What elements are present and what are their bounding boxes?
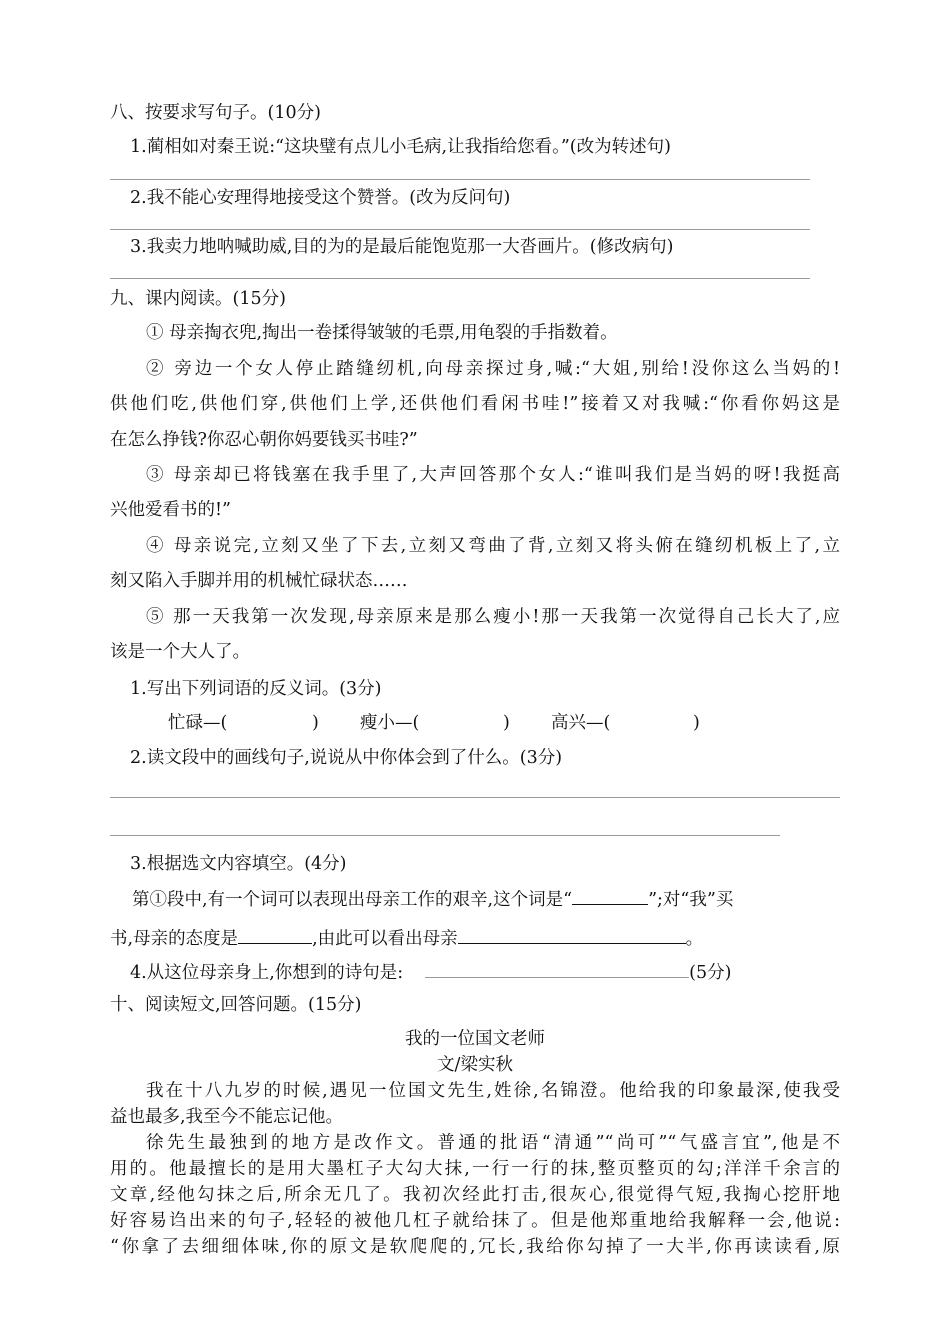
s8-question-2: 2.我不能心安理得地接受这个赞誉。(改为反问句) <box>130 188 511 208</box>
s9-question-3: 3.根据选文内容填空。(4分) <box>130 854 347 874</box>
passage-paragraph-3-line-2: 兴他爱看书的!” <box>110 500 231 520</box>
passage-paragraph-3-line-1: ③ 母亲却已将钱塞在我手里了,大声回答那个女人:“谁叫我们是当妈的呀!我挺高 <box>146 465 840 485</box>
antonym-1-open: 忙碌—( <box>168 713 228 733</box>
article-line: 益也最多,我至今不能忘记他。 <box>110 1107 344 1127</box>
fill-in-text: ,由此可以看出母亲 <box>312 929 458 949</box>
answer-line[interactable] <box>110 835 780 836</box>
fill-in-line-1 <box>132 886 733 912</box>
fill-in-text: ”;对“我”买 <box>648 890 734 910</box>
section-10-heading: 十、阅读短文,回答问题。(15分) <box>110 995 362 1015</box>
passage-paragraph-4-line-1: ④ 母亲说完,立刻又坐了下去,立刻又弯曲了背,立刻又将头俯在缝纫机板上了,立 <box>146 536 840 556</box>
passage-paragraph-2-line-1: ② 旁边一个女人停止踏缝纫机,向母亲探过身,喊:“大姐,别给!没你这么当妈的! <box>146 359 840 379</box>
antonym-3-open: 高兴—( <box>551 713 611 733</box>
article-line: “你拿了去细细体味,你的原文是软爬爬的,冗长,我给你勾掉了一大半,你再读读看,原 <box>110 1237 840 1257</box>
passage-paragraph-5-line-1: ⑤ 那一天我第一次发现,母亲原来是那么瘦小!那一天我第一次觉得自己长大了,应 <box>146 607 840 627</box>
s9-question-4 <box>130 959 731 985</box>
question-score: (5分) <box>689 963 732 983</box>
fill-in-text: 书,母亲的态度是 <box>110 929 239 949</box>
passage-paragraph-2-line-3: 在怎么挣钱?你忍心朝你妈要钱买书哇?” <box>110 430 418 450</box>
antonym-2-open: 瘦小—( <box>360 713 420 733</box>
s9-question-2: 2.读文段中的画线句子,说说从中你体会到了什么。(3分) <box>130 748 563 768</box>
s9-question-1: 1.写出下列词语的反义词。(3分) <box>130 679 382 699</box>
answer-line[interactable] <box>110 179 810 180</box>
article-author: 文/梁实秋 <box>437 1055 513 1075</box>
fill-in-blank[interactable] <box>458 925 686 944</box>
article-title: 我的一位国文老师 <box>405 1029 545 1049</box>
passage-paragraph-2-line-2: 供他们吃,供他们穿,供他们上学,还供他们看闲书哇!”接着又对我喊:“你看你妈这是 <box>110 394 840 414</box>
article-line: 徐先生最独到的地方是改作文。普通的批语“清通”“尚可”“气盛言宜”,他是不 <box>146 1133 840 1153</box>
s8-question-3: 3.我卖力地呐喊助威,目的为的是最后能饱览那一大沓画片。(修改病句) <box>130 237 674 257</box>
article-line: 我在十八九岁的时候,遇见一位国文先生,姓徐,名锦澄。他给我的印象最深,使我受 <box>146 1081 840 1101</box>
passage-paragraph-5-line-2: 该是一个大人了。 <box>110 642 250 662</box>
fill-in-text: 。 <box>685 929 704 949</box>
antonym-1-close: ) <box>312 713 319 733</box>
fill-in-line-2 <box>110 925 703 951</box>
passage-paragraph-4-line-2: 刻又陷入手脚并用的机械忙碌状态…… <box>110 571 408 591</box>
answer-line[interactable] <box>110 797 840 798</box>
passage-paragraph-1: ① 母亲掏衣兜,掏出一卷揉得皱皱的毛票,用龟裂的手指数着。 <box>146 323 618 343</box>
s8-question-1: 1.蔺相如对秦王说:“这块璧有点儿小毛病,让我指给您看。”(改为转述句) <box>130 137 671 157</box>
article-line: 用的。他最擅长的是用大墨杠子大勾大抹,一行一行的抹,整页整页的勾;洋洋千余言的 <box>110 1159 840 1179</box>
answer-line[interactable] <box>110 278 810 279</box>
fill-in-text: 第①段中,有一个词可以表现出母亲工作的艰辛,这个词是“ <box>132 890 573 910</box>
article-line: 文章,经他勾抹之后,所余无几了。我初次经此打击,很灰心,很觉得气短,我掏心挖肝地 <box>110 1185 840 1205</box>
answer-line[interactable] <box>110 229 810 230</box>
fill-in-blank[interactable] <box>425 959 689 978</box>
section-8-heading: 八、按要求写句子。(10分) <box>110 103 321 123</box>
article-line: 好容易诌出来的句子,轻轻的被他几杠子就给抹了。但是他郑重地给我解释一会,他说: <box>110 1211 840 1231</box>
antonym-3-close: ) <box>693 713 700 733</box>
section-9-heading: 九、课内阅读。(15分) <box>110 289 286 309</box>
antonym-2-close: ) <box>503 713 510 733</box>
question-text: 4.从这位母亲身上,你想到的诗句是: <box>130 963 404 983</box>
fill-in-blank[interactable] <box>238 925 312 944</box>
fill-in-blank[interactable] <box>572 886 648 905</box>
